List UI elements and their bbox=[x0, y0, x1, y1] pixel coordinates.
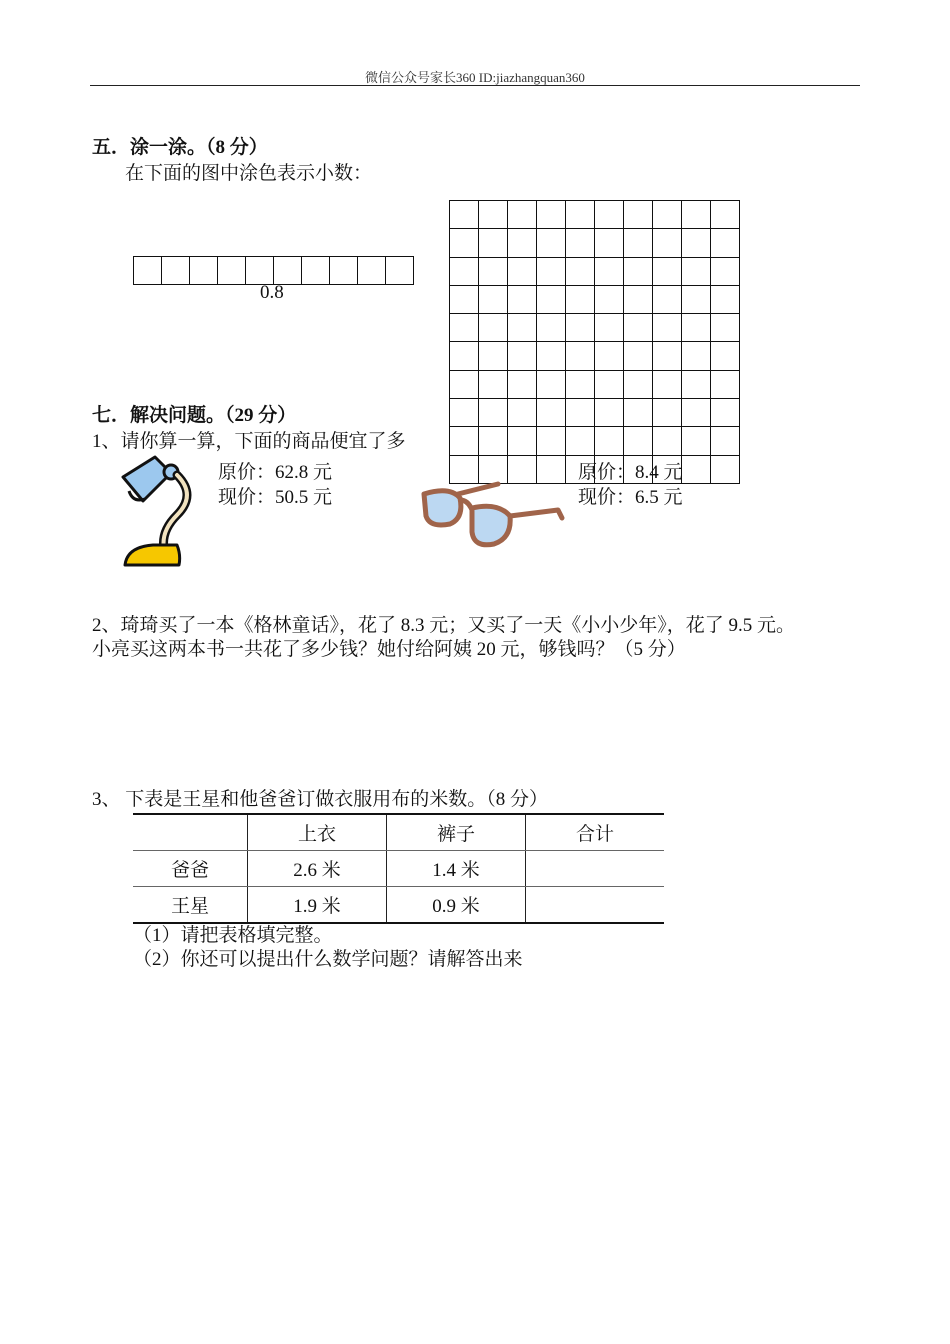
q3-sub1: （1）请把表格填完整。 bbox=[133, 925, 333, 946]
grid-cell[interactable] bbox=[624, 427, 653, 455]
table-cell: 0.9 米 bbox=[387, 887, 526, 924]
grid-cell[interactable] bbox=[595, 342, 624, 370]
grid-cell[interactable] bbox=[711, 427, 740, 455]
lamp-original-price: 原价：62.8 元 bbox=[218, 462, 333, 483]
grid-cell[interactable] bbox=[537, 342, 566, 370]
page-header: 微信公众号家长360 ID:jiazhangquan360 bbox=[365, 70, 585, 85]
grid-cell[interactable] bbox=[508, 371, 537, 399]
grid-cell[interactable] bbox=[595, 399, 624, 427]
grid-cell[interactable] bbox=[624, 258, 653, 286]
table-header-cell: 裤子 bbox=[387, 814, 526, 851]
total-input-cell[interactable] bbox=[526, 851, 665, 887]
grid-cell[interactable] bbox=[711, 286, 740, 314]
grid-cell[interactable] bbox=[682, 229, 711, 257]
grid-cell[interactable] bbox=[479, 399, 508, 427]
grid-cell[interactable] bbox=[711, 456, 740, 484]
grid-cell[interactable] bbox=[508, 342, 537, 370]
grid-cell[interactable] bbox=[653, 286, 682, 314]
table-cell: 爸爸 bbox=[133, 851, 248, 887]
grid-cell[interactable] bbox=[566, 286, 595, 314]
grid-cell[interactable] bbox=[624, 342, 653, 370]
grid-cell[interactable] bbox=[566, 427, 595, 455]
grid-cell[interactable] bbox=[682, 286, 711, 314]
grid-cell[interactable] bbox=[508, 399, 537, 427]
grid-cell[interactable] bbox=[479, 314, 508, 342]
grid-cell[interactable] bbox=[711, 314, 740, 342]
glasses-icon bbox=[420, 478, 568, 552]
grid-cell[interactable] bbox=[624, 229, 653, 257]
grid-cell[interactable] bbox=[450, 342, 479, 370]
grid-cell[interactable] bbox=[653, 229, 682, 257]
table-header-row bbox=[133, 814, 664, 851]
glasses-original-price: 原价：8.4 元 bbox=[578, 462, 683, 483]
table-header-cell bbox=[133, 814, 248, 851]
grid-cell[interactable] bbox=[653, 399, 682, 427]
grid-cell[interactable] bbox=[479, 229, 508, 257]
grid-cell[interactable] bbox=[508, 201, 537, 229]
grid-cell[interactable] bbox=[566, 258, 595, 286]
table-row bbox=[133, 851, 664, 887]
grid-cell[interactable] bbox=[653, 342, 682, 370]
grid-cell[interactable] bbox=[537, 427, 566, 455]
section5-instruction: 在下面的图中涂色表示小数： bbox=[125, 163, 373, 184]
lamp-current-price: 现价：50.5 元 bbox=[218, 487, 333, 508]
grid-cell[interactable] bbox=[711, 371, 740, 399]
grid-cell[interactable] bbox=[682, 427, 711, 455]
grid-cell[interactable] bbox=[682, 371, 711, 399]
grid-cell[interactable] bbox=[537, 399, 566, 427]
grid-cell[interactable] bbox=[508, 229, 537, 257]
grid-cell[interactable] bbox=[508, 427, 537, 455]
grid-cell[interactable] bbox=[595, 314, 624, 342]
desk-lamp-icon bbox=[115, 455, 195, 570]
grid-cell[interactable] bbox=[537, 314, 566, 342]
q3-text: 3、 下表是王星和他爸爸订做衣服用布的米数。（8 分） bbox=[92, 789, 549, 810]
grid-cell[interactable] bbox=[450, 314, 479, 342]
grid-cell[interactable] bbox=[508, 286, 537, 314]
cloth-table bbox=[133, 813, 664, 924]
grid-cell[interactable] bbox=[595, 427, 624, 455]
grid-cell[interactable] bbox=[537, 201, 566, 229]
table-header-cell: 上衣 bbox=[248, 814, 387, 851]
grid-cell[interactable] bbox=[711, 229, 740, 257]
grid-cell[interactable] bbox=[566, 229, 595, 257]
grid-cell[interactable] bbox=[653, 314, 682, 342]
grid-cell[interactable] bbox=[450, 229, 479, 257]
table-cell: 2.6 米 bbox=[248, 851, 387, 887]
grid-cell[interactable] bbox=[479, 286, 508, 314]
grid-cell[interactable] bbox=[537, 286, 566, 314]
grid-cell[interactable] bbox=[479, 201, 508, 229]
section5-title: 五．涂一涂。（8 分） bbox=[92, 137, 268, 158]
grid-cell[interactable] bbox=[682, 399, 711, 427]
grid-cell[interactable] bbox=[595, 258, 624, 286]
grid-cell[interactable] bbox=[653, 201, 682, 229]
grid-cell[interactable] bbox=[595, 286, 624, 314]
grid-cell[interactable] bbox=[595, 371, 624, 399]
grid-cell[interactable] bbox=[653, 371, 682, 399]
table-row bbox=[133, 887, 664, 924]
grid-cell[interactable] bbox=[711, 258, 740, 286]
grid-cell[interactable] bbox=[711, 399, 740, 427]
grid-cell[interactable] bbox=[624, 201, 653, 229]
q2-line1: 2、琦琦买了一本《格林童话》，花了 8.3 元；又买了一天《小小少年》，花了 9.5 元。 bbox=[92, 615, 796, 636]
grid-cell[interactable] bbox=[566, 371, 595, 399]
grid-cell[interactable] bbox=[682, 456, 711, 484]
grid-cell[interactable] bbox=[595, 229, 624, 257]
grid-cell[interactable] bbox=[682, 314, 711, 342]
table-cell: 1.4 米 bbox=[387, 851, 526, 887]
grid-cell[interactable] bbox=[624, 314, 653, 342]
grid-cell[interactable] bbox=[624, 371, 653, 399]
grid-cell[interactable] bbox=[682, 258, 711, 286]
grid-cell[interactable] bbox=[653, 258, 682, 286]
strip-label: 0.8 bbox=[260, 282, 284, 303]
grid-cell[interactable] bbox=[566, 399, 595, 427]
glasses-current-price: 现价：6.5 元 bbox=[578, 487, 683, 508]
q3-sub2: （2）你还可以提出什么数学问题？请解答出来 bbox=[133, 949, 523, 970]
grid-cell[interactable] bbox=[537, 229, 566, 257]
grid-cell[interactable] bbox=[537, 258, 566, 286]
q1-text: 1、请你算一算，下面的商品便宜了多 bbox=[92, 431, 406, 452]
grid-cell[interactable] bbox=[566, 342, 595, 370]
grid-cell[interactable] bbox=[450, 258, 479, 286]
grid-cell[interactable] bbox=[566, 201, 595, 229]
hundred-grid[interactable] bbox=[449, 200, 740, 484]
grid-cell[interactable] bbox=[450, 371, 479, 399]
grid-cell[interactable] bbox=[566, 314, 595, 342]
section7-title: 七．解决问题。（29 分） bbox=[92, 405, 297, 426]
table-header-cell: 合计 bbox=[526, 814, 665, 851]
header-rule bbox=[90, 85, 860, 86]
grid-cell[interactable] bbox=[682, 342, 711, 370]
grid-cell[interactable] bbox=[624, 286, 653, 314]
grid-cell[interactable] bbox=[537, 371, 566, 399]
total-input-cell[interactable] bbox=[526, 887, 665, 924]
grid-cell[interactable] bbox=[450, 286, 479, 314]
grid-cell[interactable] bbox=[653, 427, 682, 455]
grid-cell[interactable] bbox=[450, 399, 479, 427]
table-cell: 王星 bbox=[133, 887, 248, 924]
grid-cell[interactable] bbox=[479, 258, 508, 286]
q2-line2: 小亮买这两本书一共花了多少钱？她付给阿姨 20 元，够钱吗？（5 分） bbox=[92, 639, 686, 660]
grid-cell[interactable] bbox=[479, 427, 508, 455]
grid-cell[interactable] bbox=[595, 201, 624, 229]
grid-cell[interactable] bbox=[711, 342, 740, 370]
grid-cell[interactable] bbox=[508, 258, 537, 286]
table-cell: 1.9 米 bbox=[248, 887, 387, 924]
grid-cell[interactable] bbox=[479, 342, 508, 370]
grid-cell[interactable] bbox=[508, 314, 537, 342]
grid-cell[interactable] bbox=[450, 427, 479, 455]
grid-cell[interactable] bbox=[450, 201, 479, 229]
grid-cell[interactable] bbox=[682, 201, 711, 229]
grid-cell[interactable] bbox=[711, 201, 740, 229]
grid-cell[interactable] bbox=[479, 371, 508, 399]
grid-cell[interactable] bbox=[624, 399, 653, 427]
